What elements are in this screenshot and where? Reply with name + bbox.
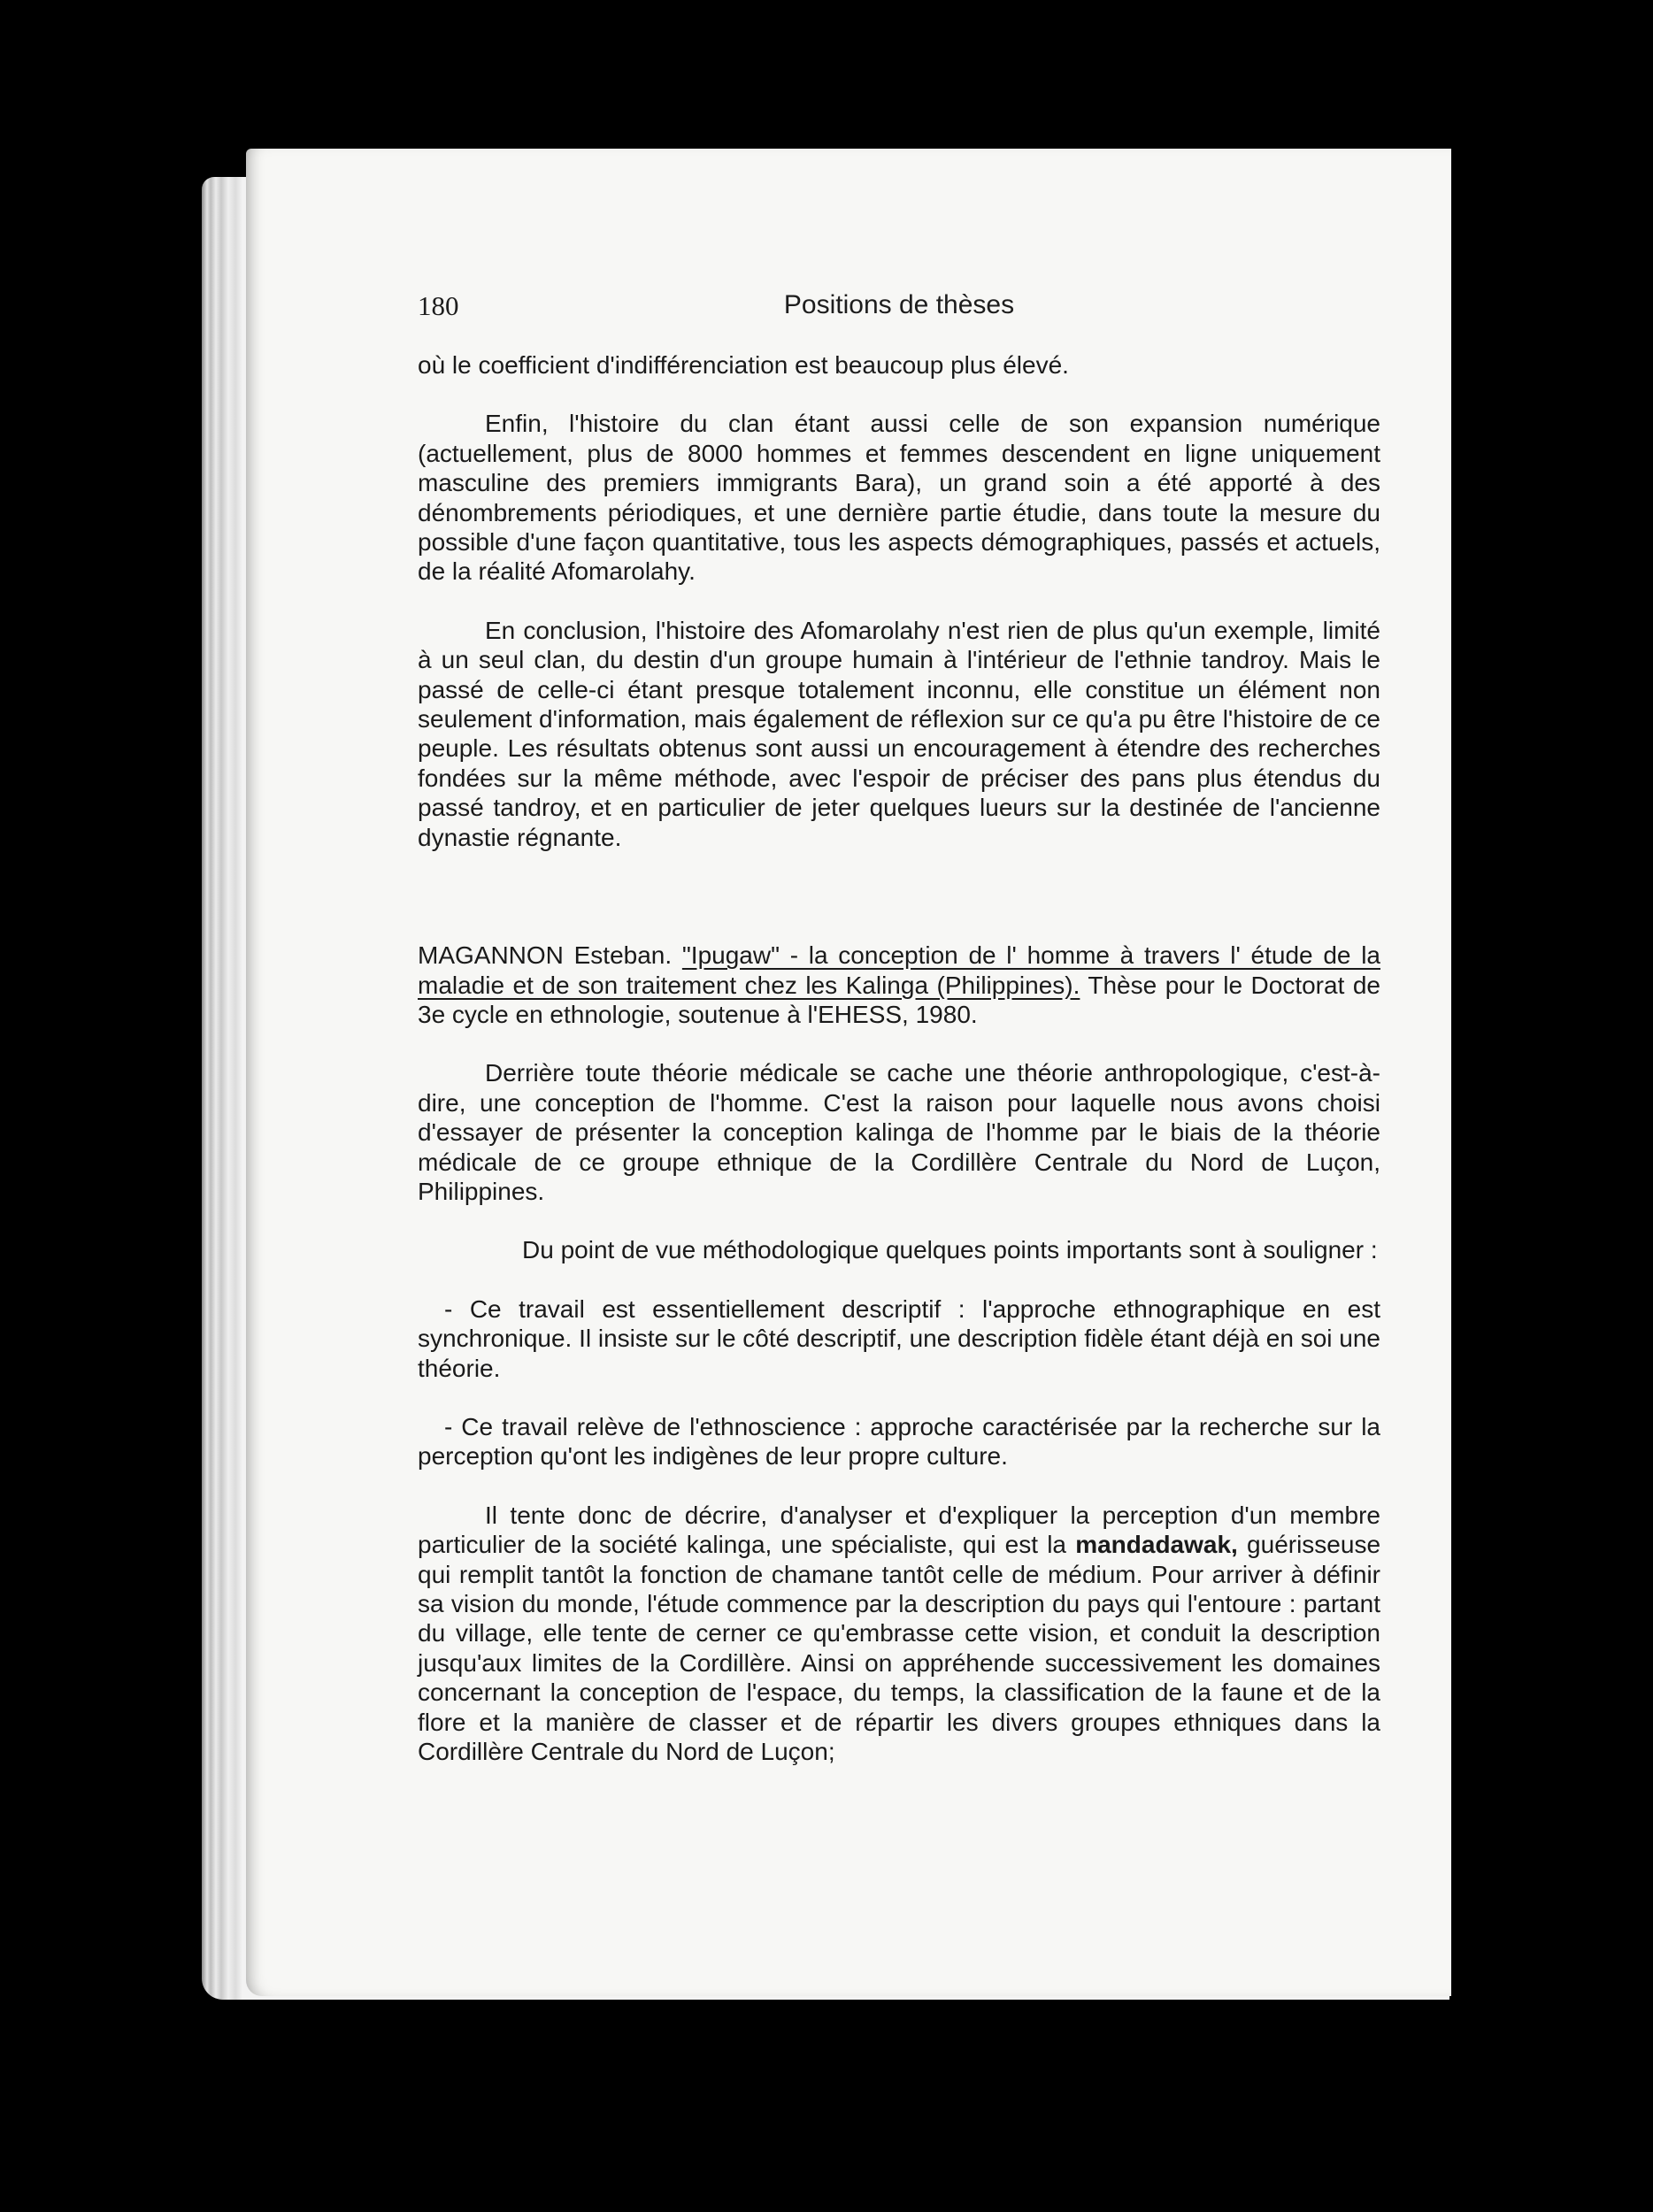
page-body (418, 350, 1380, 1766)
paragraph: Derrière toute théorie médicale se cache une théorie anthropologique, c'est-à-dire, une conception de l'homme. C'est la raison pour laquelle nous avons choisi d'essayer de présenter la conception kalinga de l'homme par le biais de la théorie médicale de ce groupe ethnique de la Cordillère Centrale du Nord de Luçon, Philippines. (418, 1059, 1380, 1205)
paragraph: Enfin, l'histoire du clan étant aussi celle de son expansion numérique (actuellement, plus de 8000 hommes et femmes descendent en ligne uniquement masculine des premiers immigrants Bara), un grand soin a été apporté à des dénombrements périodiques, et une dernière partie étudie, dans toute la mesure du possible d'une façon quantitative, tous les aspects démographiques, passés et actuels, de la réalité Afomarolahy. (418, 410, 1380, 586)
entry-author: MAGANNON Esteban. (418, 941, 673, 970)
list-item: - Ce travail relève de l'ethnoscience : approche caractérisée par la recherche sur la perception qu'ont les indigènes de leur propre culture. (418, 1412, 1380, 1471)
paragraph: Du point de vue méthodologique quelques points importants sont à souligner : (522, 1236, 1378, 1264)
page-header (418, 290, 1380, 329)
paragraph-start: Il tente donc de décrire, d'analyser et d'expliquer la perception d'un membre particulier de la société kalinga, une spécialiste, qui est la (418, 1501, 1380, 1559)
paragraph: où le coefficient d'indifférenciation est beaucoup plus élevé. (418, 351, 1069, 379)
list-item: - Ce travail est essentiellement descriptif : l'approche ethnographique en est synchronique. Il insiste sur le côté descriptif, une description fidèle étant déjà en soi une théorie. (418, 1294, 1380, 1382)
paragraph: En conclusion, l'histoire des Afomarolahy n'est rien de plus qu'un exemple, limité à un seul clan, du destin d'un groupe humain à l'intérieur de l'ethnie tandroy. Mais le passé de celle-ci étant presque totalement inconnu, elle constitue un élément non seulement d'information, mais également de réflexion sur ce qu'a pu être l'histoire de ce peuple. Les résultats obtenus sont aussi un encouragement à étendre des recherches fondées sur la même méthode, avec l'espoir de préciser des pans plus étendus du passé tandroy, et en particulier de jeter quelques lueurs sur la destinée de l'ancienne dynastie régnante. (418, 616, 1380, 851)
paragraph (418, 1501, 1380, 1767)
paragraph-end: guérisseuse qui remplit tantôt la fonction de chamane tantôt celle de médium. Pour arriver à définir sa vision du monde, l'étude commence par la description du pays qui l'entoure : partant du village, elle tente de cerner ce qu'embrasse cette vision, et conduit la description jusqu'aux limites de la Cordillère. Ainsi on appréhende successivement les domaines concernant la conception de l'espace, du temps, la classification de la faune et de la flore et la manière de classer et de répartir les divers groupes ethniques dans la Cordillère Centrale du Nord de Luçon; (418, 1531, 1381, 1766)
highlighted-term: mandadawak, (1075, 1531, 1238, 1559)
page-number: 180 (418, 290, 459, 321)
entry-details: Thèse pour le Doctorat de 3e cycle en ethnologie, soutenue à l'EHESS, 1980. (418, 971, 1380, 1028)
running-title: Positions de thèses (783, 290, 1015, 319)
thesis-entry-heading (418, 941, 1380, 1029)
entry-title: "Ipugaw" - la conception de l' homme à travers l' étude de la maladie et de son traitement chez les Kalinga (Philippines). (418, 941, 1380, 999)
